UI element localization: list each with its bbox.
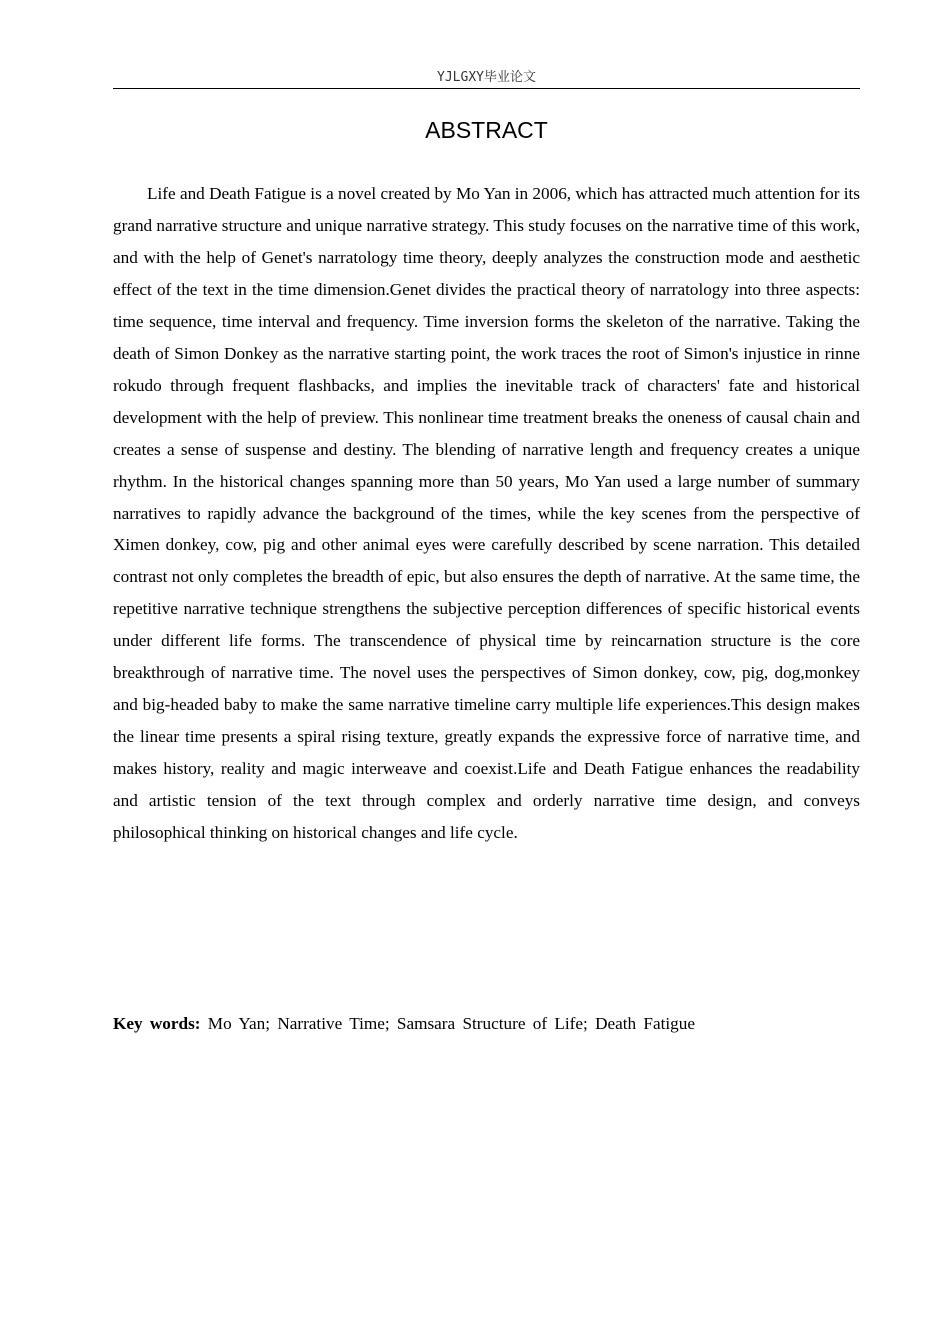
keywords-values: Mo Yan; Narrative Time; Samsara Structure of Life; Death Fatigue [207,1014,695,1033]
keywords-label: Key words: [113,1014,201,1033]
running-header: YJLGXY毕业论文 [113,68,860,89]
keywords-line [113,1008,860,1040]
abstract-title: ABSTRACT [425,117,548,143]
abstract-body: Life and Death Fatigue is a novel created by Mo Yan in 2006, which has attracted much attention for its grand narrative structure and unique narrative strategy. This study focuses on the narrative time of this work, and with the help of Genet's narratology time theory, deeply analyzes the construction mode and aesthetic effect of the text in the time dimension.Genet divides the practical theory of narratology into three aspects: time sequence, time interval and frequency. Time inversion forms the skeleton of the narrative. Taking the death of Simon Donkey as the narrative starting point, the work traces the root of Simon's injustice in rinne rokudo through frequent flashbacks, and implies the inevitable track of characters' fate and historical development with the help of preview. This nonlinear time treatment breaks the oneness of causal chain and creates a sense of suspense and destiny. The blending of narrative length and frequency creates a unique rhythm. In the historical changes spanning more than 50 years, Mo Yan used a large number of summary narratives to rapidly advance the background of the times, while the key scenes from the perspective of Ximen donkey, cow, pig and other animal eyes were carefully described by scene narration. This detailed contrast not only completes the breadth of epic, but also ensures the depth of narrative. At the same time, the repetitive narrative technique strengthens the subjective perception differences of specific historical events under different life forms. The transcendence of physical time by reincarnation structure is the core breakthrough of narrative time. The novel uses the perspectives of Simon donkey, cow, pig, dog,monkey and big-headed baby to make the same narrative timeline carry multiple life experiences.This design makes the linear time presents a spiral rising texture, greatly expands the expressive force of narrative time, and makes history, reality and magic interweave and coexist.Life and Death Fatigue enhances the readability and artistic tension of the text through complex and orderly narrative time design, and conveys philosophical thinking on historical changes and life cycle. [113,184,860,843]
